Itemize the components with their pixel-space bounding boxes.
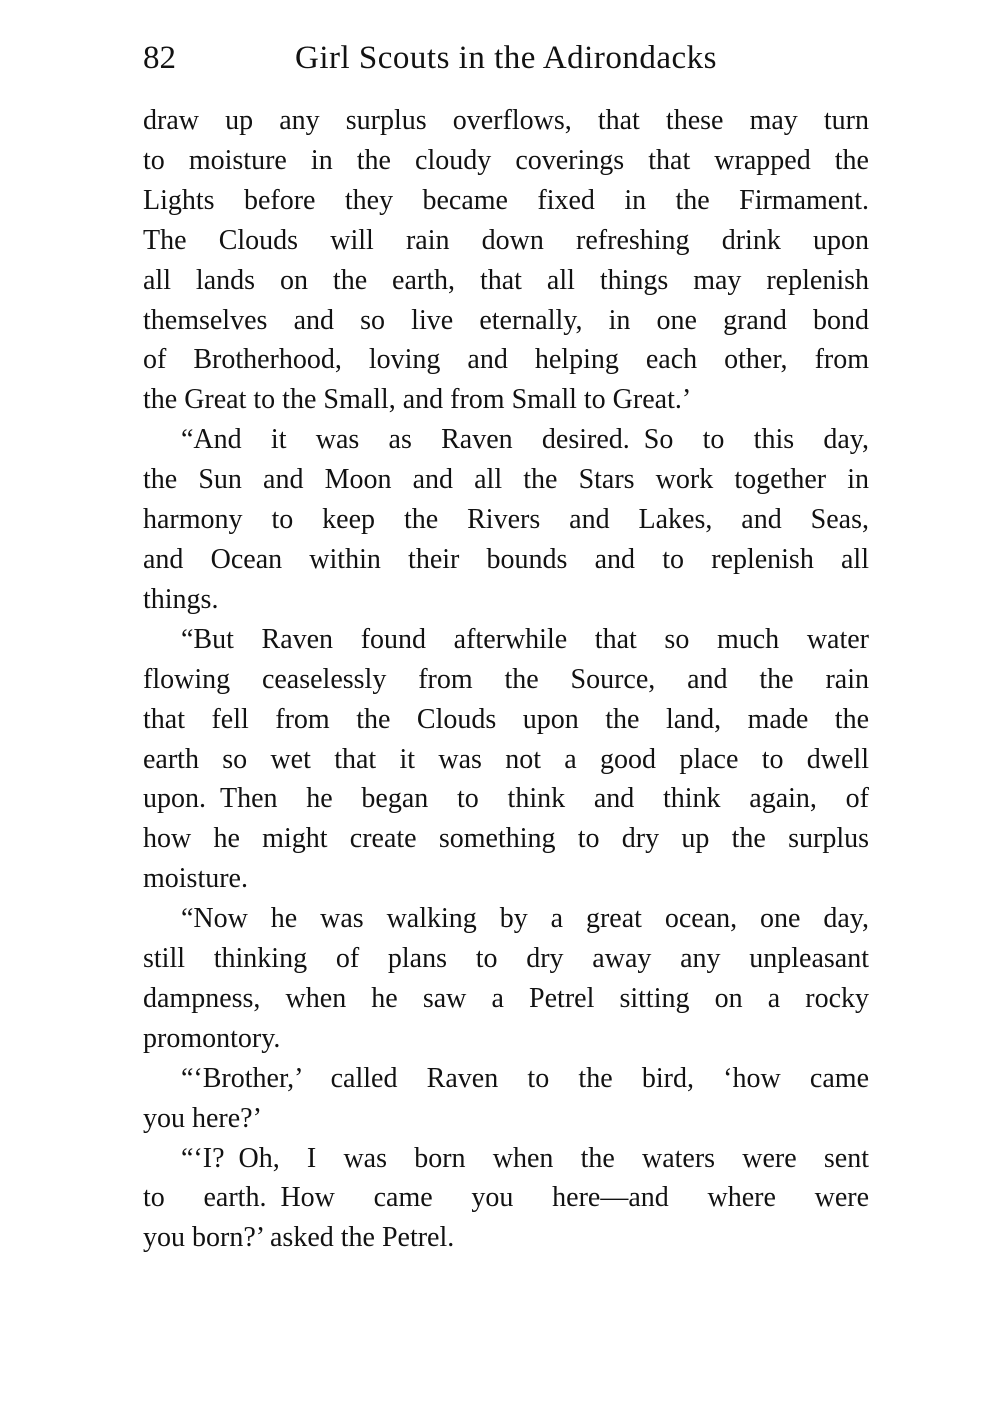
page-number: 82 [143,40,176,76]
text-line: things. [143,583,219,615]
paragraph [143,620,869,899]
text-line: still thinking of plans to dry away any unpleasant [143,943,869,975]
paragraph [143,101,869,420]
text-line: promontory. [143,1022,281,1054]
page-body [143,101,869,1258]
text-line: to moisture in the cloudy coverings that wrapped the [143,144,869,176]
text-line: flowing ceaselessly from the Source, and the rain [143,663,869,695]
text-line: dampness, when he saw a Petrel sitting on a rocky [143,982,869,1014]
text-line: of Brotherhood, loving and helping each other, from [143,344,869,376]
text-line: upon. Then he began to think and think again, of [143,783,869,815]
text-line: and Ocean within their bounds and to replenish all [143,543,869,575]
text-line: harmony to keep the Rivers and Lakes, and Seas, [143,504,869,536]
text-line: “‘I? Oh, I was born when the waters were sent [181,1142,869,1174]
text-line: The Clouds will rain down refreshing drink upon [143,224,869,256]
paragraph [143,420,869,620]
paragraph [143,899,869,1059]
text-line: “Now he was walking by a great ocean, one day, [181,903,869,935]
text-line: that fell from the Clouds upon the land, made the [143,703,869,735]
page-header [143,36,869,80]
text-line: Lights before they became fixed in the Firmament. [143,184,869,216]
text-line: “‘Brother,’ called Raven to the bird, ‘how came [181,1062,869,1094]
text-line: how he might create something to dry up the surplus [143,823,869,855]
paragraph [143,1139,869,1259]
paragraph [143,1059,869,1139]
text-line: you here?’ [143,1102,262,1134]
text-line: draw up any surplus overflows, that these may turn [143,105,869,136]
text-line: “And it was as Raven desired. So to this day, [181,424,869,456]
text-line: themselves and so live eternally, in one grand bond [143,304,869,336]
text-line: earth so wet that it was not a good place to dwell [143,743,869,775]
text-line: “But Raven found afterwhile that so much water [181,623,869,655]
text-line: all lands on the earth, that all things may replenish [143,264,869,296]
text-line: you born?’ asked the Petrel. [143,1222,455,1254]
text-line: the Sun and Moon and all the Stars work together in [143,464,869,496]
running-title: Girl Scouts in the Adirondacks [295,40,717,76]
text-line: the Great to the Small, and from Small to Great.’ [143,384,692,416]
text-line: to earth. How came you here—and where were [143,1182,869,1214]
text-line: moisture. [143,863,248,895]
